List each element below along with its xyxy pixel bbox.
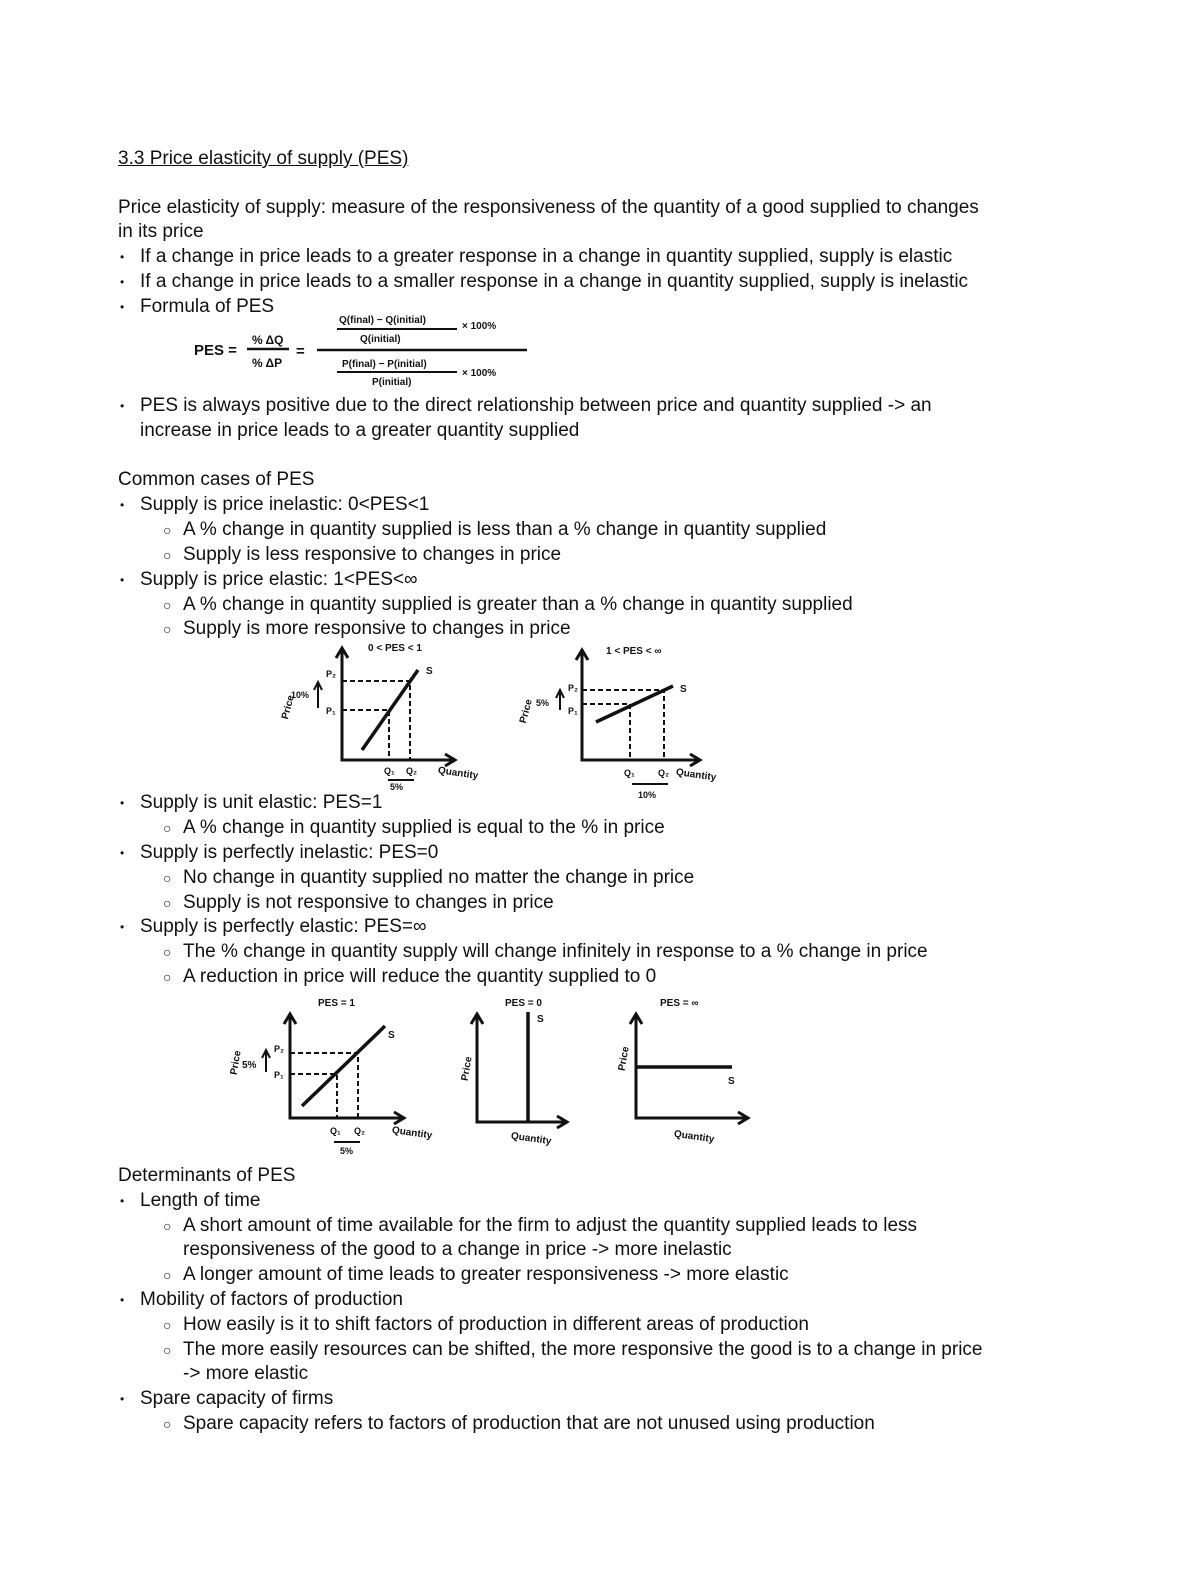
pct-price-label: 5% xyxy=(536,698,550,708)
case-inelastic: • Supply is price inelastic: 0<PES<1 xyxy=(140,494,429,516)
case-perfectly-inelastic: • Supply is perfectly inelastic: PES=0 xyxy=(140,842,438,864)
case-perfectly-elastic-sub-2: ○ A reduction in price will reduce the quantity supplied to 0 xyxy=(183,966,656,988)
formula-pct-p: % ΔP xyxy=(252,356,283,370)
y-axis-label: Price xyxy=(616,1045,632,1072)
bullet-positive: • PES is always positive due to the direct relationship between price and quantity supplied -> an xyxy=(140,395,932,417)
supply-label: S xyxy=(728,1076,735,1087)
price-2-label: P₂ xyxy=(274,1044,285,1054)
graph-elastic xyxy=(508,638,748,798)
graph-title: 1 < PES < ∞ xyxy=(606,646,662,657)
case-elastic-sub-1: ○ A % change in quantity supplied is greater than a % change in quantity supplied xyxy=(183,594,853,616)
pct-quantity-label: 10% xyxy=(638,790,657,800)
bullet-inelastic: • If a change in price leads to a smaller response in a change in quantity supplied, supply is inelastic xyxy=(140,271,968,293)
x-axis-label: Quantity xyxy=(673,1128,715,1146)
graph-perfectly-elastic xyxy=(608,990,758,1165)
supply-label: S xyxy=(388,1030,395,1041)
quantity-2-label: Q₂ xyxy=(658,768,669,778)
pct-quantity-label: 5% xyxy=(390,782,404,792)
pes-formula xyxy=(192,312,552,392)
price-2-label: P₂ xyxy=(326,669,337,679)
formula-den-top: P(final) − P(initial) xyxy=(342,359,427,370)
x-axis-label: Quantity xyxy=(391,1124,433,1142)
determinant-time-sub-2: ○ A longer amount of time leads to greater responsiveness -> more elastic xyxy=(183,1264,789,1286)
graph-unit-elastic xyxy=(220,990,450,1160)
formula-num-top: Q(final) − Q(initial) xyxy=(339,315,426,326)
supply-label: S xyxy=(537,1014,544,1025)
formula-lhs: PES = xyxy=(194,342,237,359)
price-2-label: P₂ xyxy=(568,683,579,693)
case-perfectly-elastic-sub-1: ○ The % change in quantity supply will change infinitely in response to a % change in price xyxy=(183,941,928,963)
price-1-label: P₁ xyxy=(274,1070,284,1080)
quantity-2-label: Q₂ xyxy=(354,1126,365,1136)
determinant-mobility-sub-1: ○ How easily is it to shift factors of production in different areas of production xyxy=(183,1314,809,1336)
determinant-mobility-sub-2: ○ The more easily resources can be shifted, the more responsive the good is to a change in price xyxy=(183,1339,983,1361)
case-perfectly-inelastic-sub-2: ○ Supply is not responsive to changes in price xyxy=(183,892,554,914)
graph-title: 0 < PES < 1 xyxy=(368,643,422,654)
bullet-positive-cont: increase in price leads to a greater quantity supplied xyxy=(140,420,580,441)
determinant-time-sub-1: ○ A short amount of time available for the firm to adjust the quantity supplied leads to less xyxy=(183,1215,917,1237)
case-elastic-sub-2: ○ Supply is more responsive to changes in price xyxy=(183,618,571,640)
y-axis-label: Price xyxy=(279,694,297,721)
quantity-2-label: Q₂ xyxy=(406,766,417,776)
quantity-1-label: Q₁ xyxy=(330,1126,341,1136)
determinant-mobility: • Mobility of factors of production xyxy=(140,1289,403,1311)
page-title: 3.3 Price elasticity of supply (PES) xyxy=(118,148,409,169)
supply-label: S xyxy=(680,684,687,695)
case-inelastic-sub-1: ○ A % change in quantity supplied is less than a % change in quantity supplied xyxy=(183,519,826,541)
y-axis-label: Price xyxy=(517,698,535,725)
case-perfectly-inelastic-sub-1: ○ No change in quantity supplied no matter the change in price xyxy=(183,867,694,889)
case-inelastic-sub-2: ○ Supply is less responsive to changes in price xyxy=(183,544,561,566)
graph-inelastic xyxy=(268,638,508,793)
x-axis-label: Quantity xyxy=(675,766,717,784)
x-axis-label: Quantity xyxy=(510,1130,552,1148)
quantity-1-label: Q₁ xyxy=(624,768,635,778)
cases-heading: Common cases of PES xyxy=(118,469,315,490)
graph-perfectly-inelastic xyxy=(455,990,585,1160)
case-elastic: • Supply is price elastic: 1<PES<∞ xyxy=(140,569,418,591)
price-1-label: P₁ xyxy=(326,706,336,716)
y-axis-label: Price xyxy=(228,1049,244,1076)
formula-den-bottom: P(initial) xyxy=(372,377,412,388)
formula-equals: = xyxy=(296,343,305,360)
formula-times-100-bottom: × 100% xyxy=(462,368,497,379)
determinant-spare-capacity-sub: ○ Spare capacity refers to factors of production that are not unused using production xyxy=(183,1413,875,1435)
price-1-label: P₁ xyxy=(568,706,578,716)
definition-text-cont: in its price xyxy=(118,221,204,242)
formula-num-bottom: Q(initial) xyxy=(360,334,401,345)
pct-price-label: 10% xyxy=(291,690,310,700)
quantity-1-label: Q₁ xyxy=(384,766,395,776)
graph-title: PES = 0 xyxy=(505,998,542,1009)
determinant-mobility-sub-2-cont: -> more elastic xyxy=(183,1363,309,1384)
graph-title: PES = 1 xyxy=(318,998,355,1009)
case-unit: • Supply is unit elastic: PES=1 xyxy=(140,792,382,814)
definition-text: Price elasticity of supply: measure of the responsiveness of the quantity of a good supplied to changes xyxy=(118,197,979,218)
case-perfectly-elastic: • Supply is perfectly elastic: PES=∞ xyxy=(140,916,427,938)
formula-pct-q: % ΔQ xyxy=(252,333,284,347)
bullet-elastic: • If a change in price leads to a greater response in a change in quantity supplied, supply is elastic xyxy=(140,246,952,268)
determinants-heading: Determinants of PES xyxy=(118,1165,296,1186)
bullet-formula: • Formula of PES xyxy=(140,296,274,318)
pct-quantity-label: 5% xyxy=(340,1146,354,1156)
x-axis-label: Quantity xyxy=(437,765,479,782)
graph-title: PES = ∞ xyxy=(660,998,699,1009)
determinant-spare-capacity: • Spare capacity of firms xyxy=(140,1388,333,1410)
supply-label: S xyxy=(426,666,433,677)
determinant-time-sub-1-cont: responsiveness of the good to a change in price -> more inelastic xyxy=(183,1239,732,1260)
case-unit-sub: ○ A % change in quantity supplied is equal to the % in price xyxy=(183,817,665,839)
determinant-time: • Length of time xyxy=(140,1190,260,1212)
formula-times-100-top: × 100% xyxy=(462,321,497,332)
y-axis-label: Price xyxy=(459,1055,475,1082)
pct-price-label: 5% xyxy=(242,1060,257,1071)
